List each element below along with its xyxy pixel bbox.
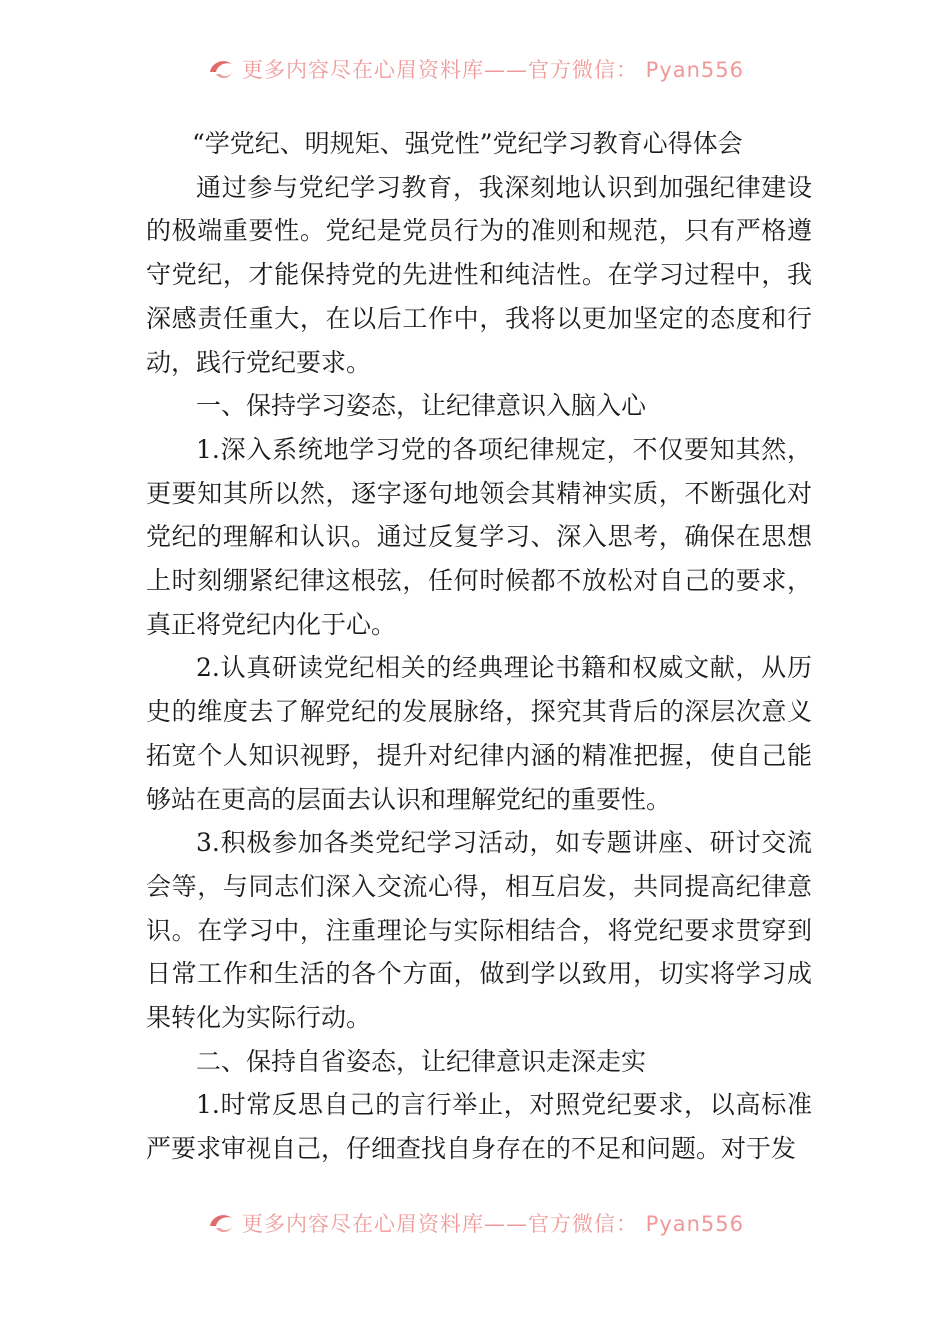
watermark-text: 更多内容尽在心眉资料库——官方微信： Pyan556: [241, 58, 745, 82]
paragraph: 1.时常反思自己的言行举止，对照党纪要求，以高标准严要求审视自己，仔细查找自身存在的不足和问题。对于发: [146, 1090, 812, 1164]
section-heading: 二、保持自省姿态，让纪律意识走深走实: [196, 1046, 647, 1076]
watermark-banner-bottom: [0, 1206, 950, 1240]
document-title: “学党纪、明规矩、强党性”党纪学习教育心得体会: [192, 129, 743, 158]
logo-icon: [206, 1208, 238, 1238]
logo-icon: [206, 54, 238, 84]
watermark-banner-top: [0, 52, 950, 86]
paragraph: 3.积极参加各类党纪学习活动，如专题讲座、研讨交流会等，与同志们深入交流心得，相互启发，共同提高纪律意识。在学习中，注重理论与实际相结合，将党纪要求贯穿到日常工作和生活的各个方面，做到学以致用，切实将学习成果转化为实际行动。: [146, 828, 812, 1033]
document-body: [146, 122, 812, 1171]
watermark-text: 更多内容尽在心眉资料库——官方微信： Pyan556: [241, 1212, 745, 1236]
paragraph: 通过参与党纪学习教育，我深刻地认识到加强纪律建设的极端重要性。党纪是党员行为的准则和规范，只有严格遵守党纪，才能保持党的先进性和纯洁性。在学习过程中，我深感责任重大，在以后工作中，我将以更加坚定的态度和行动，践行党纪要求。: [146, 172, 812, 377]
paragraph: 1.深入系统地学习党的各项纪律规定，不仅要知其然，更要知其所以然，逐字逐句地领会其精神实质，不断强化对党纪的理解和认识。通过反复学习、深入思考，确保在思想上时刻绷紧纪律这根弦，任何时候都不放松对自己的要求，真正将党纪内化于心。: [146, 434, 812, 639]
paragraph: 2.认真研读党纪相关的经典理论书籍和权威文献，从历史的维度去了解党纪的发展脉络，探究其背后的深层次意义拓宽个人知识视野，提升对纪律内涵的精准把握，使自己能够站在更高的层面去认识和理解党纪的重要性。: [146, 653, 812, 814]
section-heading: 一、保持学习姿态，让纪律意识入脑入心: [196, 391, 647, 421]
